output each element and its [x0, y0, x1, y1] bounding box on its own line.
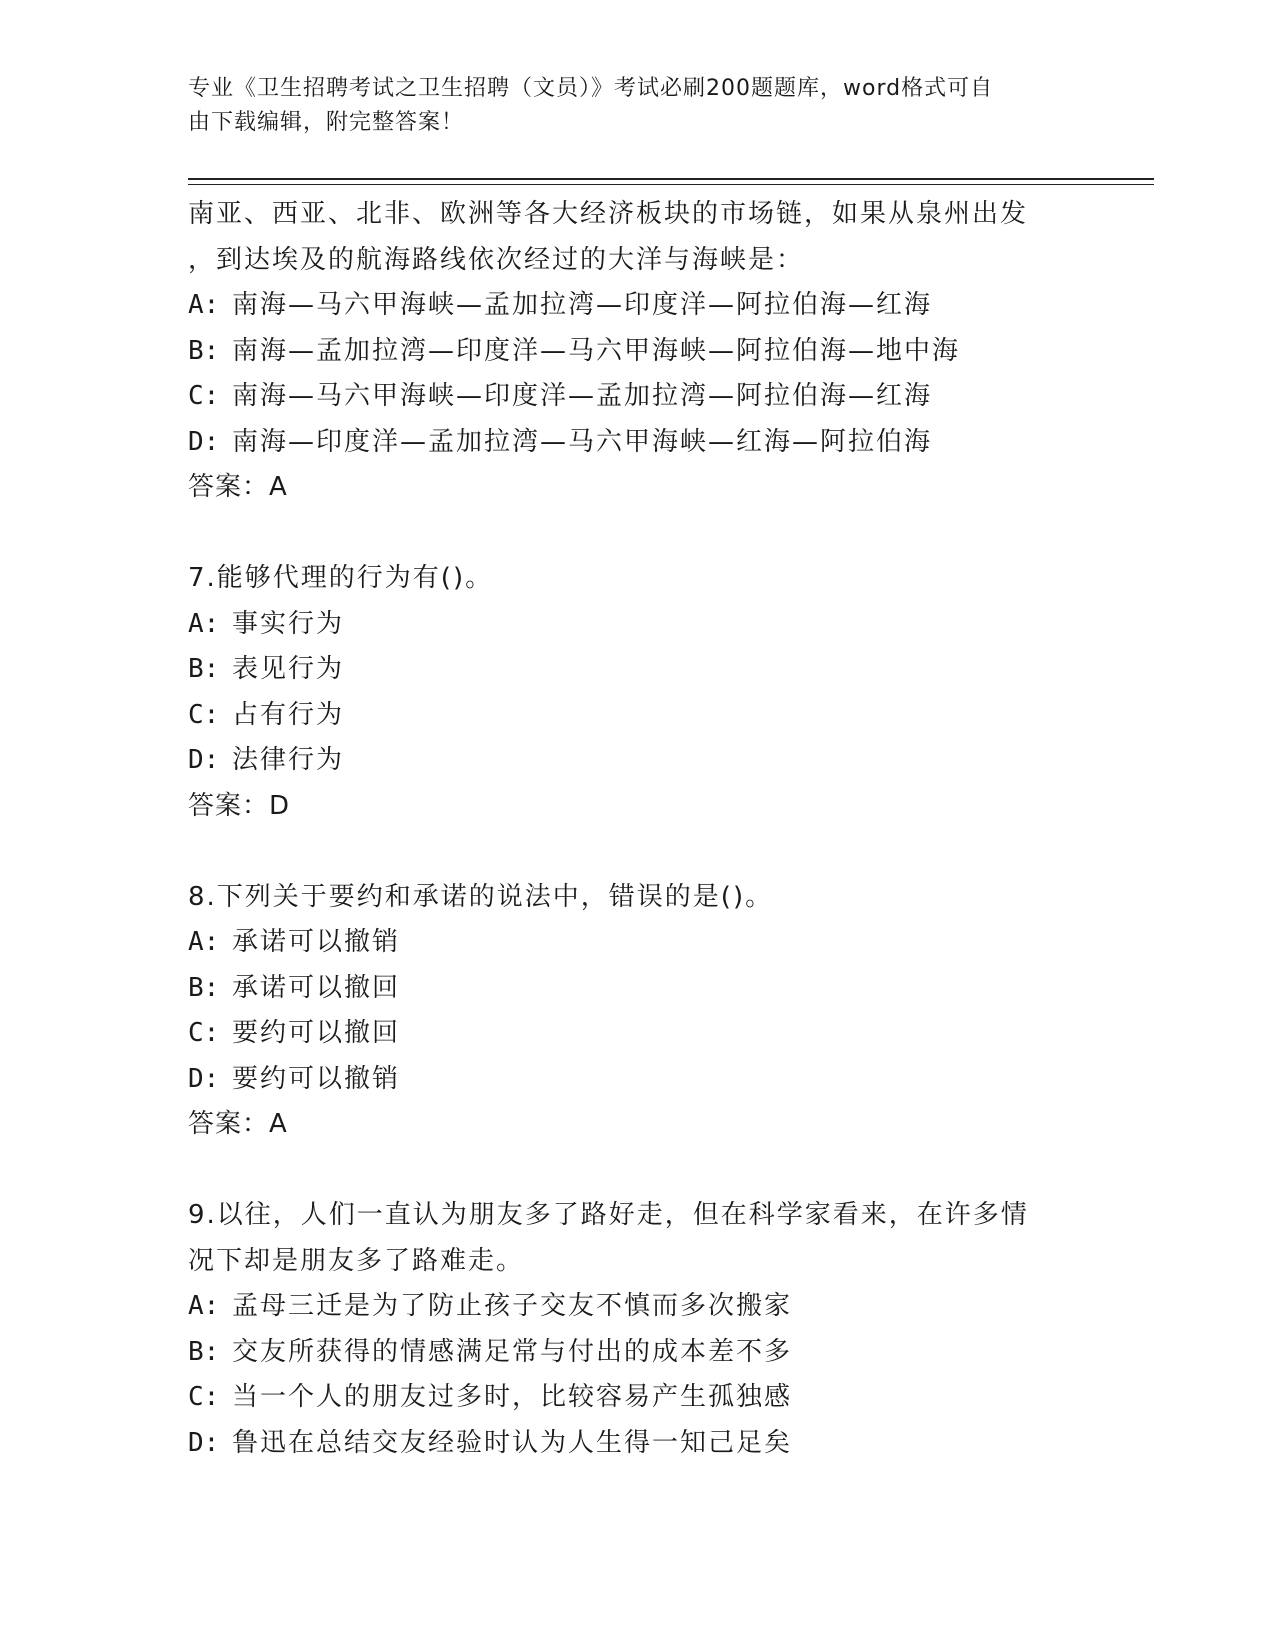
- header-rule-thin: [188, 184, 1154, 185]
- option-text: 要约可以撤回: [232, 1018, 401, 1048]
- option-b: [188, 329, 1068, 375]
- option-label: B:: [188, 1336, 220, 1367]
- option-c: [188, 1011, 1068, 1057]
- option-a: [188, 920, 1068, 966]
- answer-line: 答案：A: [188, 472, 288, 502]
- question-9: [188, 1193, 1068, 1466]
- option-text: 承诺可以撤回: [232, 972, 401, 1003]
- option-d: [188, 1057, 1068, 1103]
- document-header: [188, 72, 1068, 140]
- question-stem-line: 9.以往，人们一直认为朋友多了路好走，但在科学家看来，在许多情: [188, 1200, 1029, 1230]
- option-c: [188, 374, 1068, 420]
- question-stem-line: ，到达埃及的航海路线依次经过的大洋与海峡是：: [188, 244, 805, 275]
- question-list: [188, 192, 1068, 1466]
- option-text: 事实行为: [232, 608, 345, 639]
- option-label: D:: [188, 426, 220, 457]
- option-text: 南海—孟加拉湾—印度洋—马六甲海峡—阿拉伯海—地中海: [232, 335, 961, 366]
- option-label: C:: [188, 699, 220, 730]
- spacer: [188, 829, 1068, 875]
- option-text: 承诺可以撤销: [232, 927, 401, 957]
- option-d: [188, 1421, 1068, 1467]
- question-stem-line: 8.下列关于要约和承诺的说法中，错误的是()。: [188, 881, 774, 912]
- question-6: [188, 192, 1068, 511]
- option-label: A:: [188, 1291, 220, 1321]
- option-text: 南海—马六甲海峡—孟加拉湾—印度洋—阿拉伯海—红海: [232, 290, 933, 320]
- option-label: B:: [188, 654, 220, 684]
- option-label: D:: [188, 1427, 220, 1458]
- option-text: 南海—马六甲海峡—印度洋—孟加拉湾—阿拉伯海—红海: [232, 381, 933, 411]
- option-text: 法律行为: [232, 745, 345, 775]
- option-label: A:: [188, 290, 220, 320]
- option-a: [188, 602, 1068, 648]
- spacer: [188, 511, 1068, 557]
- option-c: [188, 1375, 1068, 1421]
- question-8: [188, 875, 1068, 1148]
- option-text: 当一个人的朋友过多时，比较容易产生孤独感: [232, 1382, 793, 1412]
- option-text: 孟母三迁是为了防止孩子交友不慎而多次搬家: [232, 1291, 793, 1321]
- header-title-line-1: 专业《卫生招聘考试之卫生招聘（文员）》考试必刷200题题库，word格式可自: [188, 76, 994, 101]
- option-label: A:: [188, 927, 220, 957]
- question-7: [188, 556, 1068, 829]
- option-label: D:: [188, 1063, 220, 1094]
- question-stem-line: 况下却是朋友多了路难走。: [188, 1245, 525, 1276]
- option-a: [188, 283, 1068, 329]
- question-stem-line: 7.能够代理的行为有()。: [188, 563, 494, 593]
- option-c: [188, 693, 1068, 739]
- answer-line: 答案：A: [188, 1109, 288, 1139]
- option-label: B:: [188, 335, 220, 366]
- option-b: [188, 1330, 1068, 1376]
- option-text: 要约可以撤销: [232, 1063, 401, 1094]
- option-a: [188, 1284, 1068, 1330]
- header-title-line-2: 由下载编辑，附完整答案！: [188, 110, 465, 135]
- option-label: A:: [188, 608, 220, 639]
- option-label: D:: [188, 745, 220, 775]
- option-label: C:: [188, 381, 220, 411]
- option-label: B:: [188, 972, 220, 1003]
- option-b: [188, 647, 1068, 693]
- answer-line: 答案：D: [188, 790, 291, 821]
- option-b: [188, 966, 1068, 1012]
- option-d: [188, 738, 1068, 784]
- option-text: 南海—印度洋—孟加拉湾—马六甲海峡—红海—阿拉伯海: [232, 426, 933, 457]
- option-d: [188, 420, 1068, 466]
- option-text: 占有行为: [232, 699, 345, 730]
- spacer: [188, 1148, 1068, 1194]
- option-text: 交友所获得的情感满足常与付出的成本差不多: [232, 1336, 793, 1367]
- option-label: C:: [188, 1382, 220, 1412]
- header-rule-thick: [188, 178, 1154, 180]
- option-text: 表见行为: [232, 654, 345, 684]
- option-label: C:: [188, 1018, 220, 1048]
- option-text: 鲁迅在总结交友经验时认为人生得一知己足矣: [232, 1427, 793, 1458]
- question-stem-line: 南亚、西亚、北非、欧洲等各大经济板块的市场链，如果从泉州出发: [188, 199, 1029, 229]
